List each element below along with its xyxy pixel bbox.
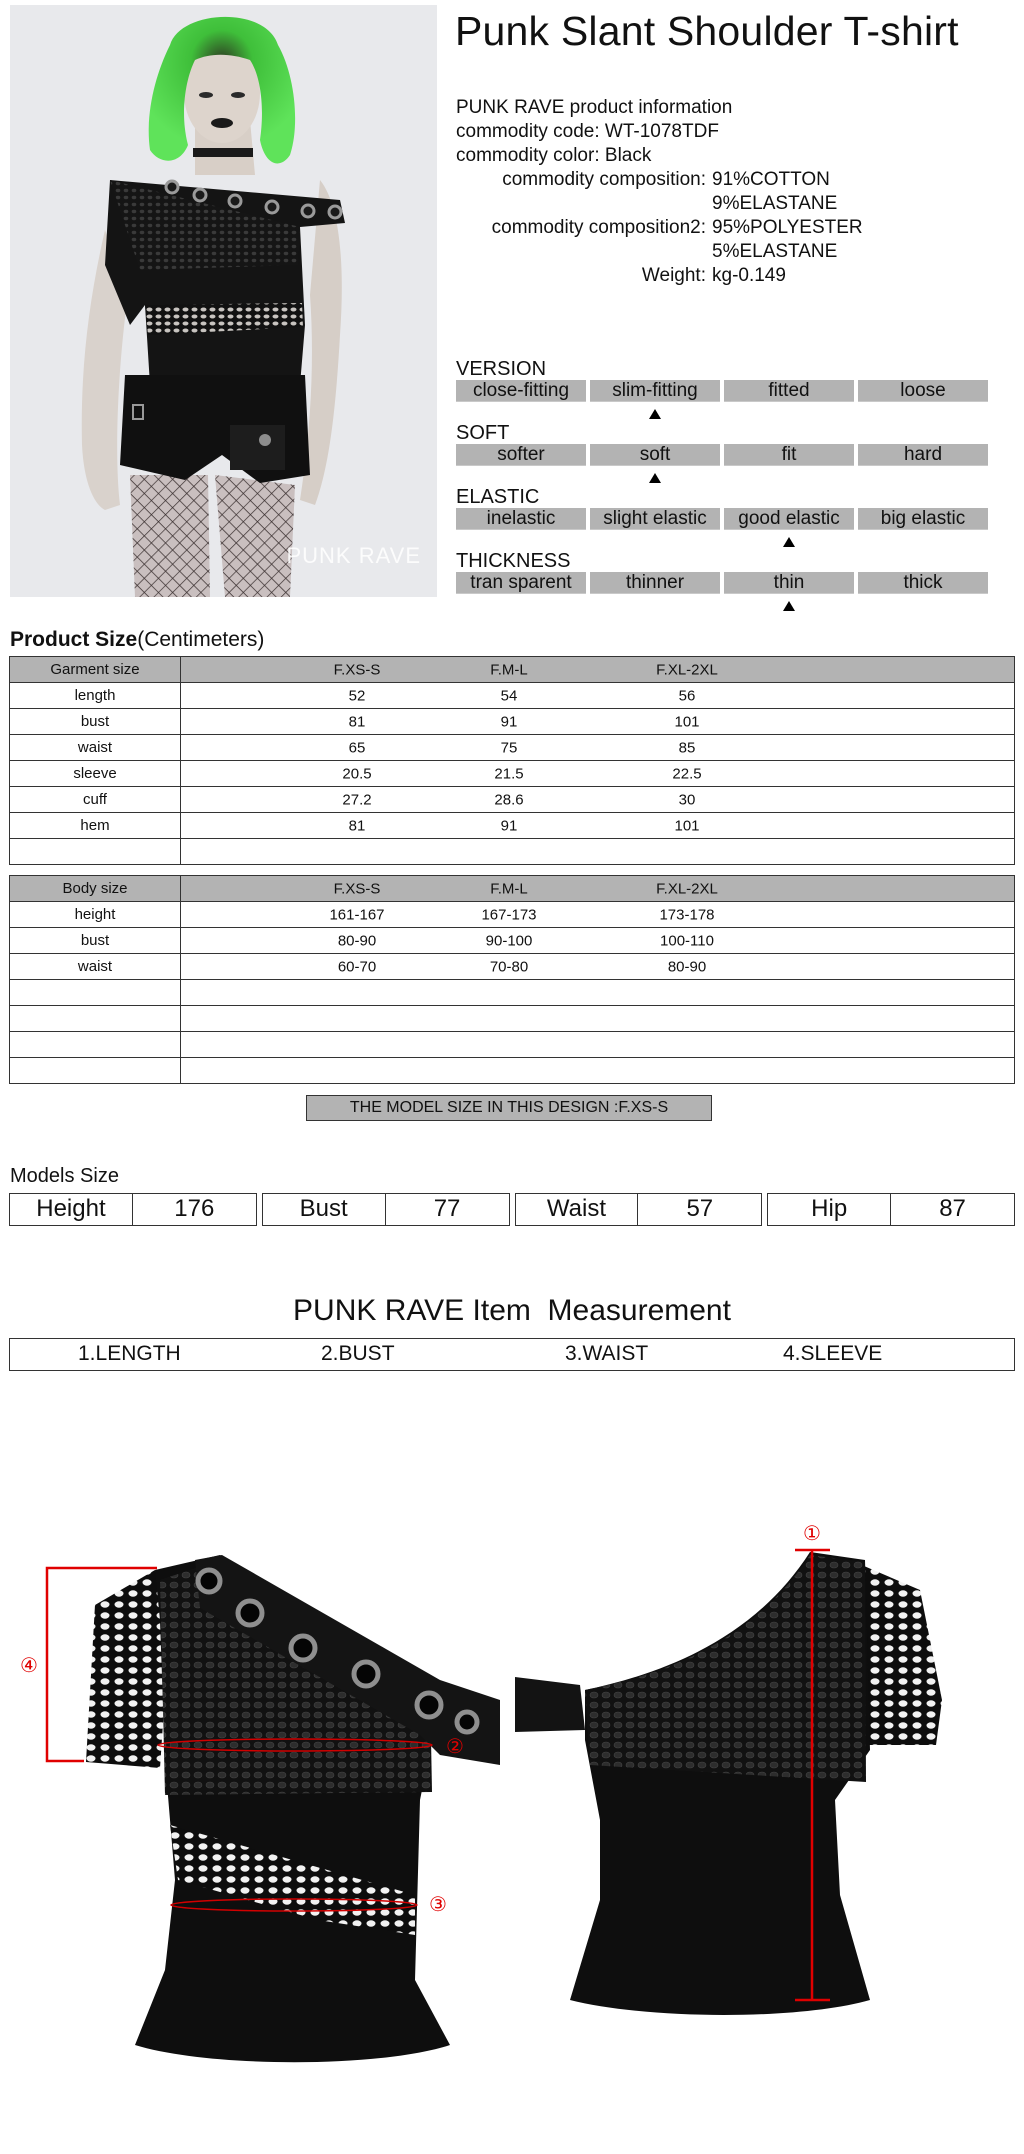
scale-option: fit (724, 444, 854, 466)
cell-value: 60-70 (337, 958, 377, 975)
measurement-item: 3.WAIST (565, 1342, 649, 1365)
cell-value: 90-100 (485, 932, 533, 949)
size-headers (181, 657, 1015, 683)
cell-value: 21.5 (494, 765, 524, 782)
info-heading: PUNK RAVE product information (456, 97, 733, 118)
models-size-title: Models Size (10, 1165, 119, 1187)
table-row-empty (10, 1058, 1015, 1084)
cell-value: 81 (348, 817, 366, 834)
model-measure-value: 57 (686, 1195, 714, 1222)
commodity-code-row (456, 120, 863, 144)
scale-option: thick (858, 572, 988, 594)
cell-value: 167-173 (481, 906, 537, 923)
marker-3-icon: ③ (429, 1892, 447, 1916)
cell-value: 20.5 (342, 765, 372, 782)
table-header-row (10, 876, 1015, 902)
commodity-color-label: commodity color: (456, 145, 600, 166)
row-values (181, 1058, 1015, 1084)
selected-marker-icon (649, 473, 661, 483)
size-headers (181, 876, 1015, 902)
scale-option: inelastic (456, 508, 586, 530)
commodity-color-row (456, 144, 863, 168)
scale-option: thinner (590, 572, 720, 594)
attr-version (456, 358, 988, 422)
row-values (181, 787, 1015, 813)
measurement-item: 1.LENGTH (78, 1342, 181, 1365)
scale-option: softer (456, 444, 586, 466)
row-label: bust (10, 709, 181, 735)
model-hip (767, 1193, 1015, 1226)
attr-scale (456, 572, 988, 594)
scale-option: loose (858, 380, 988, 402)
weight-label: Weight: (641, 265, 706, 286)
model-measure-value: 176 (174, 1195, 215, 1222)
scale-option: good elastic (724, 508, 854, 530)
model-waist (515, 1193, 763, 1226)
selected-marker-icon (649, 409, 661, 419)
weight-value: kg-0.149 (712, 265, 786, 286)
product-size-unit: (Centimeters) (137, 628, 265, 651)
table-header-row (10, 657, 1015, 683)
attr-thickness (456, 550, 988, 614)
marker-1-icon: ① (803, 1521, 821, 1545)
row-label: bust (10, 928, 181, 954)
scale-option: thin (724, 572, 854, 594)
row-values (181, 839, 1015, 865)
selected-marker-icon (783, 537, 795, 547)
scale-option: tran sparent (456, 572, 586, 594)
model-measure-label: Hip (768, 1194, 891, 1225)
back-strap (515, 1677, 585, 1732)
model-measure-value: 87 (939, 1195, 966, 1222)
attr-scale (456, 508, 988, 530)
cell-value: 81 (348, 713, 366, 730)
back-garment (515, 1550, 942, 2015)
attr-label: THICKNESS (456, 550, 571, 572)
measurement-title: PUNK RAVE Item Measurement (293, 1294, 731, 1327)
row-values (181, 1006, 1015, 1032)
row-label: hem (10, 813, 181, 839)
garment-diagram-svg (0, 1500, 1024, 2100)
cell-value: 52 (348, 687, 366, 704)
row-label: waist (10, 954, 181, 980)
row-label (10, 839, 181, 865)
cell-value: 56 (678, 687, 696, 704)
composition2-value: 95%POLYESTER (712, 217, 863, 238)
measurement-legend (9, 1338, 1015, 1371)
model-measure-value: 77 (433, 1195, 461, 1222)
table-row-empty (10, 839, 1015, 865)
composition-label: commodity composition: (502, 169, 706, 190)
cell-value: 75 (500, 739, 518, 756)
row-values (181, 928, 1015, 954)
measurement-diagram (0, 1500, 1024, 2100)
weight-row (456, 264, 863, 288)
table-row (10, 735, 1015, 761)
row-label: height (10, 902, 181, 928)
table-row (10, 761, 1015, 787)
scale-option: big elastic (858, 508, 988, 530)
composition2-row (456, 216, 863, 264)
table-row (10, 954, 1015, 980)
table-row (10, 787, 1015, 813)
row-values (181, 954, 1015, 980)
product-info (456, 96, 863, 288)
scale-option: hard (858, 444, 988, 466)
table-row (10, 683, 1015, 709)
row-values (181, 1032, 1015, 1058)
table-row (10, 813, 1015, 839)
cell-value: 100-110 (660, 932, 714, 949)
table-row-empty (10, 1032, 1015, 1058)
product-title: Punk Slant Shoulder T-shirt (455, 8, 959, 54)
commodity-color-value: Black (604, 145, 652, 166)
model-photo (10, 5, 437, 597)
table-row (10, 709, 1015, 735)
cell-value: 91 (500, 817, 518, 834)
size-header: F.XS-S (333, 880, 381, 897)
row-values (181, 980, 1015, 1006)
attr-label: VERSION (456, 358, 547, 380)
table-row (10, 928, 1015, 954)
cell-value: 54 (500, 687, 518, 704)
front-sleeve (86, 1570, 170, 1768)
measurement-item: 4.SLEEVE (783, 1342, 883, 1365)
model-illustration (10, 5, 437, 597)
cell-value: 91 (500, 713, 518, 730)
scale-option: slight elastic (590, 508, 720, 530)
cell-value: 27.2 (342, 791, 372, 808)
cell-value: 85 (678, 739, 696, 756)
attr-soft (456, 422, 988, 486)
marker-4-icon: ④ (20, 1653, 38, 1677)
row-label (10, 1032, 181, 1058)
cell-value: 30 (678, 791, 696, 808)
composition-row (456, 168, 863, 216)
size-header: F.M-L (490, 880, 528, 897)
model-measure-label: Bust (263, 1194, 386, 1225)
attr-scale (456, 380, 988, 402)
cell-value: 65 (348, 739, 366, 756)
measurement-item: 2.BUST (321, 1342, 395, 1365)
cell-value: 101 (674, 817, 700, 834)
attr-label: SOFT (456, 422, 510, 444)
cell-value: 22.5 (672, 765, 702, 782)
row-label (10, 1006, 181, 1032)
cell-value: 161-167 (329, 906, 385, 923)
product-size-heading: Product Size (10, 628, 138, 651)
row-label (10, 1058, 181, 1084)
row-label: waist (10, 735, 181, 761)
row-label (10, 980, 181, 1006)
brand-watermark: PUNK RAVE (286, 543, 421, 568)
attr-elastic (456, 486, 988, 550)
models-size-boxes (9, 1193, 1015, 1226)
row-values (181, 902, 1015, 928)
composition-value: 91%COTTON (712, 169, 830, 190)
cell-value: 173-178 (659, 906, 715, 923)
cell-value: 80-90 (337, 932, 377, 949)
attr-scale (456, 444, 988, 466)
size-header: F.XL-2XL (656, 661, 718, 678)
garment-size-header: Garment size (10, 657, 181, 683)
body-size-table (9, 875, 1015, 1084)
row-values (181, 813, 1015, 839)
marker-2-icon: ② (446, 1734, 464, 1758)
cell-value: 80-90 (667, 958, 707, 975)
body-size-header: Body size (10, 876, 181, 902)
commodity-code-value: WT-1078TDF (604, 121, 719, 142)
selected-marker-icon (783, 601, 795, 611)
scale-option: slim-fitting (590, 380, 720, 402)
scale-option: soft (590, 444, 720, 466)
row-label: length (10, 683, 181, 709)
row-values (181, 709, 1015, 735)
model-size-note: THE MODEL SIZE IN THIS DESIGN :F.XS-S (306, 1095, 712, 1121)
table-row (10, 902, 1015, 928)
cell-value: 28.6 (494, 791, 524, 808)
size-header: F.M-L (490, 661, 528, 678)
table-row-empty (10, 1006, 1015, 1032)
size-header: F.XL-2XL (656, 880, 718, 897)
scale-option: close-fitting (456, 380, 586, 402)
cell-value: 70-80 (489, 958, 529, 975)
attr-label: ELASTIC (456, 486, 540, 508)
composition-value: 9%ELASTANE (712, 193, 838, 214)
commodity-code-label: commodity code: (456, 121, 600, 142)
cell-value: 101 (674, 713, 700, 730)
row-values (181, 735, 1015, 761)
model-measure-label: Height (10, 1194, 133, 1225)
scale-option: fitted (724, 380, 854, 402)
product-size-title (10, 628, 264, 652)
row-values (181, 683, 1015, 709)
back-upper-mesh (585, 1555, 866, 1782)
table-row-empty (10, 980, 1015, 1006)
size-header: F.XS-S (333, 661, 381, 678)
composition2-value: 5%ELASTANE (712, 241, 838, 262)
model-height (9, 1193, 257, 1226)
garment-size-table (9, 656, 1015, 865)
attribute-scales (456, 358, 988, 614)
front-garment (47, 1555, 500, 2062)
row-label: cuff (10, 787, 181, 813)
model-bust (262, 1193, 510, 1226)
composition2-label: commodity composition2: (491, 217, 706, 238)
row-label: sleeve (10, 761, 181, 787)
model-measure-label: Waist (516, 1194, 639, 1225)
row-values (181, 761, 1015, 787)
